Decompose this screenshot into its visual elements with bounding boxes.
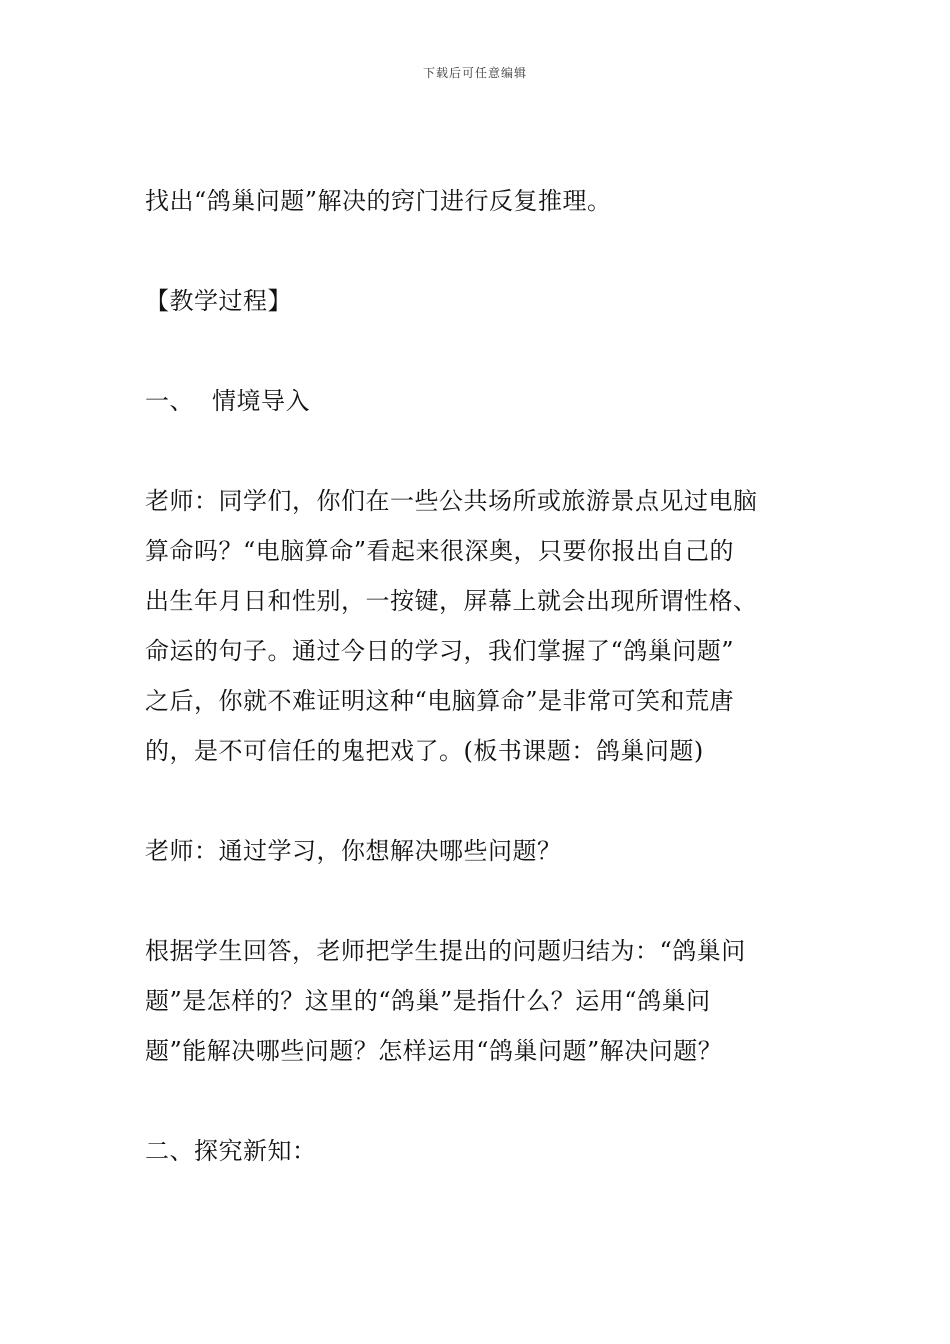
- paragraph-teacher-intro: [145, 476, 810, 776]
- document-body: [145, 176, 810, 1176]
- text-line: 出生年月日和性别，一按键，屏幕上就会出现所谓性格、: [145, 587, 758, 615]
- text-line: 算命吗？“电脑算命”看起来很深奥，只要你报出自己的: [145, 537, 735, 565]
- section-heading-teaching-process: 【教学过程】: [145, 287, 292, 315]
- text-line: 题”能解决哪些问题？怎样运用“鸽巢问题”解决问题？: [145, 1037, 723, 1065]
- page-header: 下载后可任意编辑: [422, 66, 527, 80]
- text-line: 根据学生回答，老师把学生提出的问题归结为：“鸽巢问: [145, 937, 746, 965]
- text-line: 之后，你就不难证明这种“电脑算命”是非常可笑和荒唐: [145, 687, 735, 715]
- paragraph-teacher-question: 老师：通过学习，你想解决哪些问题？: [145, 837, 562, 865]
- text-line: 的，是不可信任的鬼把戏了。(板书课题：鸽巢问题): [145, 737, 704, 765]
- section-heading-scenario-intro: [145, 376, 810, 426]
- section-heading-explore: 二、探究新知：: [145, 1137, 317, 1165]
- text-line: 命运的句子。通过今日的学习，我们掌握了“鸽巢问题”: [145, 637, 735, 665]
- text-line: 老师：同学们，你们在一些公共场所或旅游景点见过电脑: [145, 487, 758, 515]
- paragraph-student-answers: [145, 926, 810, 1076]
- paragraph-objective: 找出“鸽巢问题”解决的窍门进行反复推理。: [145, 187, 612, 215]
- section-title: 情境导入: [212, 387, 310, 415]
- text-line: 题”是怎样的？这里的“鸽巢”是指什么？运用“鸽巢问: [145, 987, 711, 1015]
- section-number: 一、: [145, 387, 194, 415]
